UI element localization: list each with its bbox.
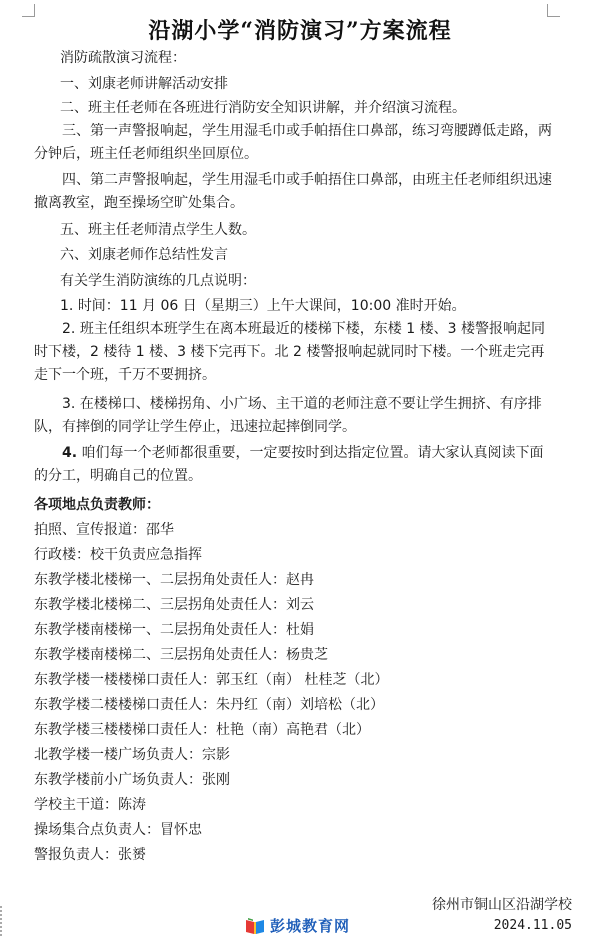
note-1 [60,296,466,316]
note-4 [34,442,554,488]
note-number: 3. [62,396,76,412]
page-edge-marker [0,906,8,936]
note-text: 咱们每一个老师都很重要，一定要按时到达指定位置。请大家认真阅读下面的分工，明确自己的位置。 [34,445,544,484]
duty-item: 东教学楼北楼梯一、二层拐角处责任人：赵冉 [34,572,314,588]
note-3 [34,393,554,439]
note-number: 4. [62,445,78,461]
duty-item: 东教学楼二楼楼梯口责任人：朱丹红（南）刘培松（北） [34,697,384,713]
duty-item: 东教学楼前小广场负责人：张刚 [34,772,230,788]
duty-item: 行政楼：校干负责应急指挥 [34,547,202,563]
duty-item: 拍照、宣传报道：邵华 [34,522,174,538]
footer-organization: 徐州市铜山区沿湖学校 [432,897,572,913]
duty-item: 东教学楼三楼楼梯口责任人：杜艳（南）高艳君（北） [34,722,370,738]
step-1: 一、刘康老师讲解活动安排 [60,76,228,92]
note-text: 时间：11 月 06 日（星期三）上午大课间，10:00 准时开始。 [77,298,466,314]
step-3: 三、第一声警报响起，学生用湿毛巾或手帕捂住口鼻部，练习弯腰蹲低走路，两分钟后，班主任老师组织坐回原位。 [34,123,552,162]
duty-item: 东教学楼南楼梯二、三层拐角处责任人：杨贵芝 [34,647,328,663]
watermark-logo [244,915,350,936]
notes-heading: 有关学生消防演练的几点说明： [60,273,256,289]
duty-item: 北教学楼一楼广场负责人：宗影 [34,747,230,763]
watermark-text: 彭城教育网 [270,917,351,935]
footer-date: 2024.11.05 [493,918,572,933]
duty-item: 东教学楼北楼梯二、三层拐角处责任人：刘云 [34,597,314,613]
duty-item: 东教学楼一楼楼梯口责任人：郭玉红（南） 杜桂芝（北） [34,672,389,688]
evac-heading: 消防疏散演习流程： [60,50,186,66]
note-2 [34,318,554,387]
duty-item: 东教学楼南楼梯一、二层拐角处责任人：杜娟 [34,622,314,638]
step-5: 五、班主任老师清点学生人数。 [60,222,256,238]
duty-item: 警报负责人：张赟 [34,847,146,863]
step-2: 二、班主任老师在各班进行消防安全知识讲解，并介绍演习流程。 [60,100,466,116]
duty-item: 学校主干道：陈涛 [34,797,146,813]
book-logo-icon [244,916,266,936]
note-text: 班主任组织本班学生在离本班最近的楼梯下楼，东楼 1 楼、3 楼警报响起同时下楼，2 楼待 1 楼、3 楼下完再下。北 2 楼警报响起就同时下楼。一个班走完再走下一个班，千万不要拥挤。 [34,321,545,383]
duty-item: 操场集合点负责人：冒怀忠 [34,822,202,838]
duty-heading: 各项地点负责教师： [34,497,160,513]
note-text: 在楼梯口、楼梯拐角、小广场、主干道的老师注意不要让学生拥挤、有序排队，有摔倒的同学让学生停止，迅速拉起摔倒同学。 [34,396,542,435]
step-4: 四、第二声警报响起，学生用湿毛巾或手帕捂住口鼻部，由班主任老师组织迅速撤离教室，跑至操场空旷处集合。 [34,172,552,211]
document-title: 沿湖小学“消防演习”方案流程 [148,18,452,44]
note-number: 1. [60,298,74,314]
note-number: 2. [62,321,76,337]
step-6: 六、刘康老师作总结性发言 [60,247,228,263]
